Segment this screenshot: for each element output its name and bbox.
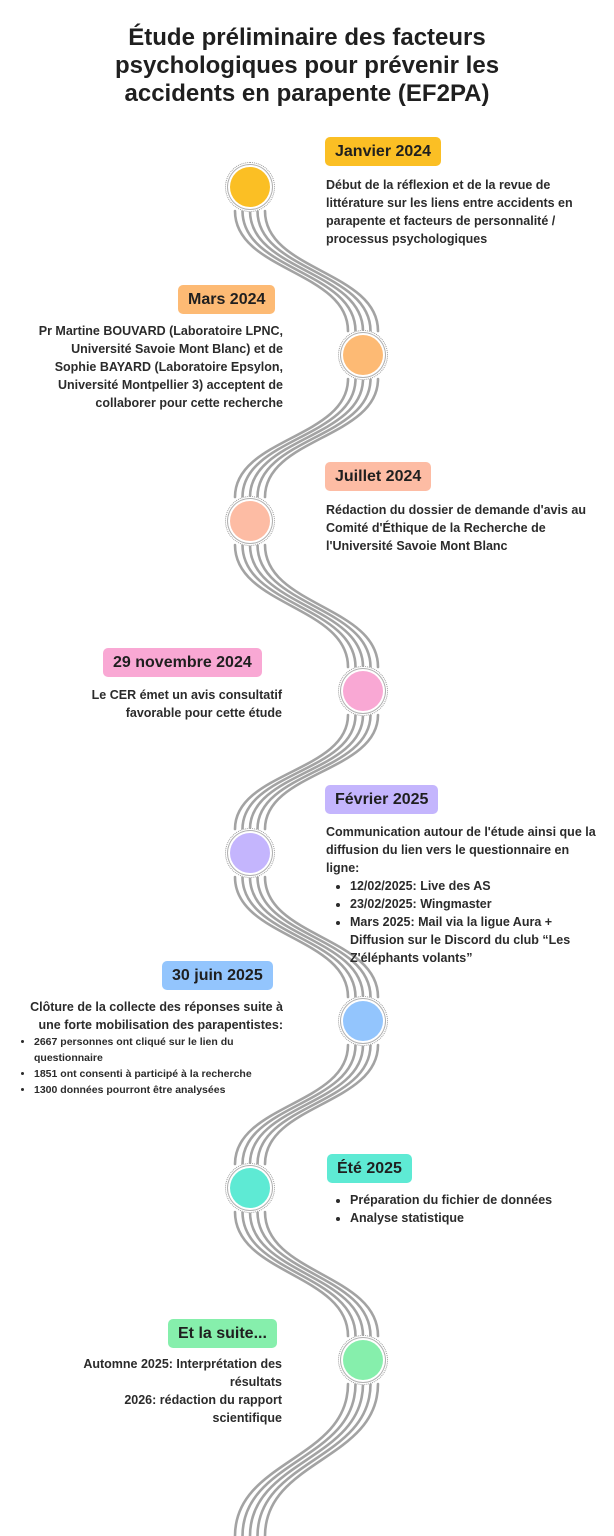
timeline-node — [343, 1340, 383, 1380]
milestone-text: Rédaction du dossier de demande d'avis au Comité d'Éthique de la Recherche de l'Université Savoie Mont Blanc — [326, 503, 586, 553]
list-item-text: 2026: rédaction du rapport scientifique — [124, 1393, 282, 1425]
title-line-2: psychologiques pour prévenir les — [114, 52, 500, 79]
milestone-description — [30, 322, 283, 412]
timeline-node — [343, 1001, 383, 1041]
milestone-date-badge: 30 juin 2025 — [162, 961, 273, 990]
milestone-date-badge: Mars 2024 — [178, 285, 275, 314]
milestone-date-badge: 29 novembre 2024 — [103, 648, 262, 677]
milestone-description — [40, 1355, 282, 1427]
timeline-node — [230, 833, 270, 873]
milestone-list — [40, 1355, 282, 1427]
timeline-node — [343, 671, 383, 711]
milestone-date-badge: Été 2025 — [327, 1154, 412, 1183]
timeline-node — [343, 335, 383, 375]
milestone-text: Le CER émet un avis consultatif favorable pour cette étude — [91, 688, 282, 720]
milestone-description — [60, 686, 282, 722]
list-item: • 1851 ont consenti à participé à la recherche — [34, 1066, 283, 1082]
list-item: • Préparation du fichier de données — [350, 1191, 588, 1209]
list-item: • 12/02/2025: Live des AS — [350, 877, 596, 895]
list-item: • Mars 2025: Mail via la ligue Aura + Diffusion sur le Discord du club “Les Z'éléphants volants” — [350, 913, 596, 967]
title-line-1: Étude préliminaire des facteurs — [128, 24, 486, 51]
milestone-text: Début de la réflexion et de la revue de littérature sur les liens entre accidents en parapente et facteurs de personnalité / processus psychologiques — [326, 178, 573, 246]
list-item-text: Automne 2025: Interprétation des résultats — [83, 1357, 282, 1389]
milestone-list — [326, 877, 596, 967]
milestone-description — [326, 823, 596, 967]
milestone-description — [20, 998, 283, 1098]
timeline-node — [230, 501, 270, 541]
milestone-description — [326, 1191, 588, 1227]
milestone-text: Communication autour de l'étude ainsi que la diffusion du lien vers le questionnaire en ligne: — [326, 825, 596, 875]
milestone-text: Pr Martine BOUVARD (Laboratoire LPNC, Université Savoie Mont Blanc) et de Sophie BAYARD (Laboratoire Epsylon, Université Montpellier 3) acceptent de collaborer pour cette recherche — [38, 324, 283, 410]
list-item: • 2667 personnes ont cliqué sur le lien du questionnaire — [34, 1034, 283, 1066]
list-item: • 23/02/2025: Wingmaster — [350, 895, 596, 913]
milestone-date-badge: Juillet 2024 — [325, 462, 431, 491]
list-item — [64, 1391, 282, 1427]
list-item: • Analyse statistique — [350, 1209, 588, 1227]
milestone-date-badge: Et la suite... — [168, 1319, 277, 1348]
milestone-description — [326, 176, 588, 248]
milestone-list — [20, 1034, 283, 1098]
timeline-node — [230, 1168, 270, 1208]
milestone-description — [326, 501, 588, 555]
title-line-3: accidents en parapente (EF2PA) — [124, 80, 490, 107]
milestone-list — [326, 1191, 588, 1227]
milestone-text: Clôture de la collecte des réponses suite à une forte mobilisation des parapentistes: — [30, 1000, 283, 1032]
list-item — [64, 1355, 282, 1391]
timeline-node — [230, 167, 270, 207]
list-item: • 1300 données pourront être analysées — [34, 1082, 283, 1098]
milestone-date-badge: Février 2025 — [325, 785, 438, 814]
milestone-date-badge: Janvier 2024 — [325, 137, 441, 166]
